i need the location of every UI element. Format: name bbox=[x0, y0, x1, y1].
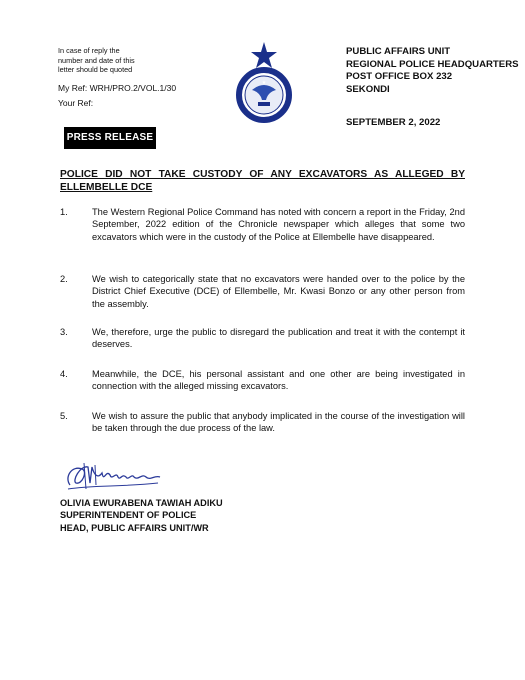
my-reference: My Ref: WRH/PRO.2/VOL.1/30 bbox=[58, 83, 177, 93]
paragraph-number: 5. bbox=[60, 411, 68, 421]
signatory-name: OLIVIA EWURABENA TAWIAH ADIKU bbox=[60, 498, 223, 508]
paragraph-number: 2. bbox=[60, 274, 68, 284]
ghana-police-logo-icon bbox=[222, 40, 306, 124]
signatory-rank: SUPERINTENDENT OF POLICE bbox=[60, 510, 197, 521]
signatory-position: HEAD, PUBLIC AFFAIRS UNIT/WR bbox=[60, 522, 209, 533]
press-release-label: PRESS RELEASE bbox=[64, 127, 156, 149]
ref-note-line: In case of reply the bbox=[58, 46, 120, 55]
address-line: SEKONDI bbox=[346, 83, 390, 95]
paragraph-text: We wish to assure the public that anybody implicated in the course of the investigation will be taken through the due process of the law. bbox=[92, 411, 465, 434]
paragraph-number: 3. bbox=[60, 327, 68, 337]
release-title: POLICE DID NOT TAKE CUSTODY OF ANY EXCAVATORS AS ALLEGED BY ELLEMBELLE DCE bbox=[60, 169, 465, 193]
address-line: POST OFFICE BOX 232 bbox=[346, 71, 453, 83]
paragraph bbox=[60, 368, 465, 393]
paragraph bbox=[60, 273, 465, 310]
your-reference: Your Ref: bbox=[58, 98, 94, 108]
release-date: SEPTEMBER 2, 2022 bbox=[346, 117, 441, 128]
address-line: PUBLIC AFFAIRS UNIT bbox=[346, 46, 451, 57]
paragraph bbox=[60, 410, 465, 435]
paragraph-text: The Western Regional Police Command has noted with concern a report in the Friday, 2nd September, 2022 edition of the Chronicle newspaper which alleges that some two excavators which were in the custody of the Police at Ellembelle have disappeared. bbox=[92, 207, 465, 242]
ref-note-line: letter should be quoted bbox=[58, 65, 133, 74]
paragraph-text: We wish to categorically state that no excavators were handed over to the police by the District Chief Executive (DCE) of Ellembelle, Mr. Kwasi Bonzo or any other person from the assembly. bbox=[92, 274, 465, 309]
paragraph-number: 4. bbox=[60, 369, 68, 379]
ref-note-line: number and date of this bbox=[58, 55, 135, 65]
address-line: REGIONAL POLICE HEADQUARTERS bbox=[346, 58, 519, 70]
reply-reference-note bbox=[58, 46, 138, 75]
paragraph bbox=[60, 206, 465, 243]
paragraph-text: Meanwhile, the DCE, his personal assistant and one other are being investigated in connection with the alleged missing excavators. bbox=[92, 369, 465, 392]
paragraph bbox=[60, 326, 465, 351]
signatory-block bbox=[60, 497, 223, 534]
svg-text:★: ★ bbox=[261, 80, 267, 86]
address-block bbox=[346, 46, 519, 96]
paragraph-text: We, therefore, urge the public to disregard the publication and treat it with the contempt it deserves. bbox=[92, 327, 465, 350]
handwritten-signature-icon bbox=[62, 455, 172, 497]
paragraph-number: 1. bbox=[60, 207, 68, 217]
